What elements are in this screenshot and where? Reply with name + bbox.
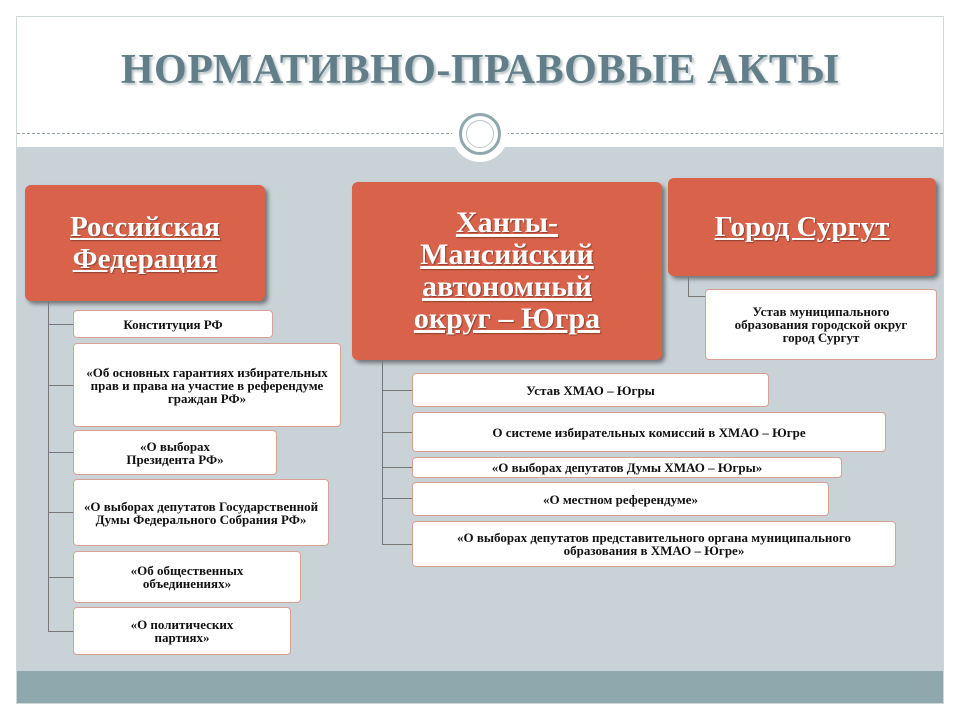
heading-russian-federation-label: Российская Федерация bbox=[70, 211, 220, 275]
rf-act-label: «Об основных гарантиях избирательных прав и права на участие в референдуме граждан РФ» bbox=[86, 364, 328, 406]
divider-ornament-inner bbox=[466, 120, 494, 148]
rf-act-label: «О выборах депутатов Государственной Думы Федерального Собрания РФ» bbox=[83, 498, 319, 527]
connector-branch bbox=[48, 385, 73, 386]
surgut-act-label: Устав муниципального образования городской округ город Сургут bbox=[734, 304, 908, 345]
khmao-act-label: «О выборах депутатов представительного органа муниципального образования в ХМАО – Югре» bbox=[457, 530, 851, 558]
rf-act-president-elections bbox=[73, 430, 277, 475]
connector-branch bbox=[48, 452, 73, 453]
khmao-act-charter bbox=[412, 373, 769, 407]
rf-act-label: Конституция РФ bbox=[123, 316, 223, 332]
khmao-act-label: Устав ХМАО – Югры bbox=[526, 382, 655, 398]
rf-act-political-parties bbox=[73, 607, 291, 655]
khmao-act-label: О системе избирательных комиссий в ХМАО – Югре bbox=[492, 424, 806, 440]
connector-branch bbox=[688, 296, 705, 297]
khmao-act-municipal-elections bbox=[412, 521, 896, 567]
heading-khmao-yugra bbox=[352, 182, 662, 360]
connector-branch bbox=[382, 467, 412, 468]
heading-surgut-label: Город Сургут bbox=[714, 211, 890, 243]
connector-branch bbox=[48, 631, 73, 632]
connector-branch bbox=[382, 390, 412, 391]
rf-act-electoral-guarantees bbox=[73, 343, 341, 427]
rf-act-duma-elections bbox=[73, 479, 329, 546]
rf-act-label: «О выборах Президента РФ» bbox=[126, 438, 224, 467]
connector-trunk-surgut bbox=[688, 276, 689, 296]
rf-act-public-associations bbox=[73, 551, 301, 603]
heading-surgut bbox=[668, 178, 936, 276]
khmao-act-duma-elections bbox=[412, 457, 842, 478]
connector-branch bbox=[48, 577, 73, 578]
rf-act-label: «Об общественных объединениях» bbox=[130, 563, 244, 591]
footer-bar bbox=[17, 671, 943, 703]
khmao-act-local-referendum bbox=[412, 482, 829, 516]
connector-branch bbox=[382, 498, 412, 499]
khmao-act-label: «О выборах депутатов Думы ХМАО – Югры» bbox=[491, 460, 763, 475]
heading-khmao-yugra-label: Ханты-Мансийский автономный округ – Югра bbox=[413, 206, 601, 335]
connector-trunk-khmao bbox=[382, 360, 383, 545]
rf-act-constitution bbox=[73, 310, 273, 338]
rf-act-label: «О политических партиях» bbox=[130, 617, 234, 645]
khmao-act-electoral-commissions bbox=[412, 412, 886, 452]
connector-branch bbox=[382, 432, 412, 433]
heading-russian-federation bbox=[25, 185, 265, 301]
connector-trunk-rf bbox=[48, 301, 49, 631]
connector-branch bbox=[48, 512, 73, 513]
connector-branch bbox=[48, 324, 73, 325]
connector-branch bbox=[382, 544, 412, 545]
slide-title: НОРМАТИВНО-ПРАВОВЫЕ АКТЫ bbox=[120, 47, 840, 93]
khmao-act-label: «О местном референдуме» bbox=[542, 491, 699, 507]
surgut-act-municipal-charter bbox=[705, 289, 937, 360]
